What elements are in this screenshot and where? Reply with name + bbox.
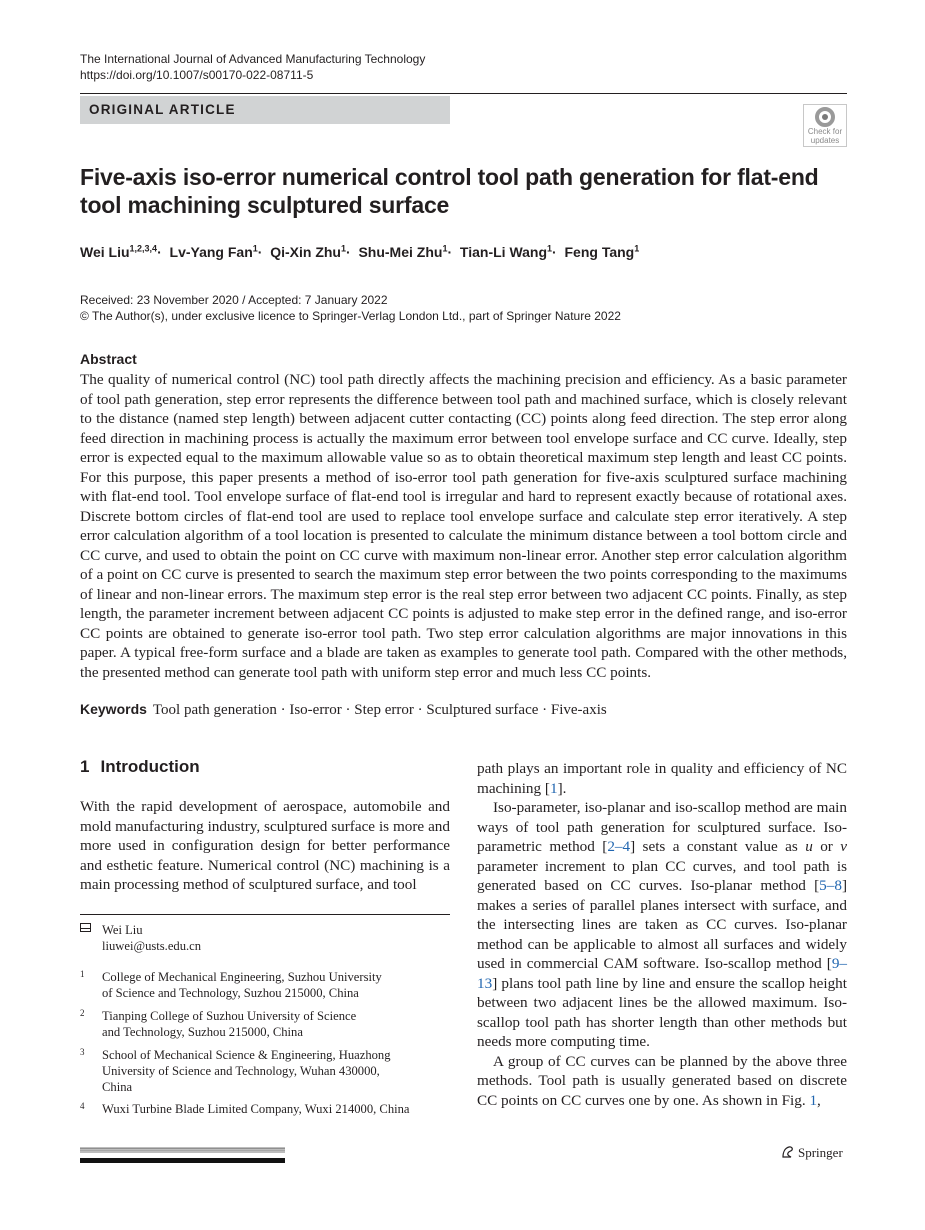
figure-link[interactable]: 1 (809, 1091, 818, 1109)
author-affiliation: 1 (547, 243, 553, 254)
journal-header (80, 51, 425, 83)
envelope-icon (80, 923, 91, 932)
author-separator: · (447, 244, 457, 260)
affiliation-line: and Technology, Suzhou 215000, China (102, 1025, 303, 1039)
author-affiliation: 1 (340, 243, 346, 254)
affiliation-item (102, 1047, 432, 1095)
header-rule (80, 93, 847, 94)
abstract-heading: Abstract (80, 351, 137, 367)
publisher-name: Springer (798, 1145, 843, 1160)
paper-title: Five-axis iso-error numerical control tool path generation for flat-end tool machining sculptured surface (80, 164, 819, 218)
author-separator: · (552, 244, 561, 260)
abstract-text: The quality of numerical control (NC) tool path directly affects the machining precision and efficiency. As a basic parameter of tool path generation, step error represents the difference between tool path and machined surface, which is closely relevant to the distance (named step length) between adjacent cutter contacting (CC) points along feed direction. The step error along feed direction in machining process is actually the maximum error between tool envelope surface and CC curve. Ideally, step error is expected equal to the maximum allowable value so as to obtain theoretical maximum step length and least CC points. For this purpose, this paper presents a method of iso-error tool path generation for five-axis sculptured surface machining with flat-end tool. Tool envelope surface of flat-end tool is irregular and hard to represent exactly because of rotational axes. Discrete bottom circles of flat-end tool are used to replace tool envelope surface and calculate step error iteratively. A step error calculation algorithm of a tool location is presented to calculate the minimum distance between a tool bottom circle and CC curve, and used to obtain the point on CC curve with maximum non-linear error. Another step error calculation algorithm of a point on CC curve is presented to search the maximum step error between the two points corresponding to the maximums of linear and non-linear errors. The maximum step error is the real step error between two adjacent CC points. Finally, as step length, the parameter increment between adjacent CC points is adjusted to make step error in the defined range, and iso-error CC points are obtained to generate iso-error tool path. Two step error calculation algorithms are major innovations in this paper. A typical free-form surface and a blade are taken as examples to generate tool path. Compared with the other methods, the presented method can generate tool path with uniform step error and much less CC points. (80, 371, 847, 681)
affiliation-line: College of Mechanical Engineering, Suzhou University (102, 970, 382, 984)
author-affiliation: 1 (252, 243, 258, 254)
section-heading (80, 757, 200, 777)
affiliation-item (102, 1008, 432, 1040)
article-type-banner (80, 96, 450, 124)
author-list (80, 244, 639, 260)
affiliation-item (102, 969, 432, 1001)
citation-link[interactable]: 5–8 (819, 877, 842, 894)
author-name[interactable]: Qi-Xin Zhu (270, 244, 341, 260)
citation-link[interactable]: 1 (549, 779, 558, 797)
author-separator: · (257, 244, 267, 260)
journal-name: The International Journal of Advanced Manufacturing Technology (80, 52, 426, 66)
affiliation-number: 4 (80, 1101, 85, 1111)
author-affiliation: 1,2,3,4 (129, 243, 158, 254)
affiliation-line: China (102, 1080, 133, 1094)
text-run: ] makes a series of parallel planes intersect with surface, and the intersecting lines are taken as CC curves. Iso-planar method can be applicable to almost all surfaces and widely used in commercial CAM software. Iso-scallop method [ (477, 877, 847, 972)
keywords-list: Tool path generation · Iso-error · Step error · Sculptured surface · Five-axis (152, 702, 607, 718)
affiliation-line: University of Science and Technology, Wuhan 430000, (102, 1064, 380, 1078)
corresponding-name: Wei Liu (102, 923, 143, 937)
affiliation-line: of Science and Technology, Suzhou 215000, China (102, 986, 359, 1000)
section-number: 1 (80, 757, 90, 776)
intro-column-right (477, 759, 847, 1110)
text-run: , (817, 1091, 821, 1109)
affiliation-number: 1 (80, 969, 85, 979)
author-name[interactable]: Wei Liu (80, 244, 130, 260)
corresponding-author (102, 922, 201, 954)
affiliation-item (102, 1101, 447, 1117)
section-title: Introduction (100, 757, 200, 776)
publication-dates (80, 292, 621, 324)
check-updates-icon (815, 107, 835, 127)
author-affiliation: 1 (634, 243, 640, 254)
affiliation-number: 3 (80, 1047, 85, 1057)
affiliation-number: 2 (80, 1008, 85, 1018)
author-name[interactable]: Feng Tang (564, 244, 635, 260)
publisher-logo (781, 1145, 843, 1161)
author-name[interactable]: Lv-Yang Fan (169, 244, 253, 260)
math-variable: v (840, 838, 848, 855)
citation-link[interactable]: 9–13 (477, 955, 847, 992)
affiliation-line: Tianping College of Suzhou University of Science (102, 1009, 357, 1023)
keywords-label: Keywords (80, 701, 147, 717)
corresponding-email[interactable]: liuwei@usts.edu.cn (102, 939, 202, 953)
text-run: or (812, 838, 841, 855)
footnote-rule (80, 914, 450, 915)
keywords (80, 701, 607, 719)
check-updates-label-1: Check for (807, 127, 843, 136)
author-separator: · (346, 244, 355, 260)
doi-link[interactable]: https://doi.org/10.1007/s00170-022-08711-5 (80, 68, 314, 82)
copyright-notice: © The Author(s), under exclusive licence to Springer-Verlag London Ltd., part of Springer Nature 2022 (80, 309, 621, 323)
author-name[interactable]: Tian-Li Wang (459, 244, 548, 260)
text-run: parameter increment to plan CC curves, and tool path is generated based on CC curves. Iso-planar method [ (477, 857, 847, 894)
check-for-updates-badge[interactable] (803, 104, 847, 147)
springer-horse-icon (781, 1145, 795, 1159)
intro-paragraph-left: With the rapid development of aerospace, automobile and mold manufacturing industry, sculptured surface is more and more used in configuration design for better performance and esthetic feature. Numerical control (NC) machining is a main processing method of sculptured surface, and tool (80, 798, 450, 893)
author-separator: · (157, 244, 166, 260)
paragraph (477, 798, 847, 1052)
text-run: A group of CC curves can be planned by the above three methods. Tool path is usually generated based on discrete CC points on CC curves one by one. As shown in Fig. (477, 1052, 847, 1109)
affiliation-line: School of Mechanical Science & Engineering, Huazhong (102, 1048, 391, 1062)
barcode-graphic (80, 1147, 285, 1163)
citation-link[interactable]: 2–4 (607, 838, 631, 855)
math-variable: u (805, 838, 813, 855)
check-updates-label-2: updates (810, 136, 840, 145)
author-name[interactable]: Shu-Mei Zhu (358, 244, 443, 260)
text-run: ] plans tool path line by line and ensure the scallop height between two adjacent lines be the allowed maximum. Iso-scallop tool path has shorter length than other methods but needs more computing time. (477, 974, 847, 1050)
text-run: ] sets a constant value as (630, 838, 806, 855)
affiliation-line: Wuxi Turbine Blade Limited Company, Wuxi 214000, China (102, 1102, 410, 1116)
paragraph (477, 759, 847, 798)
received-accepted: Received: 23 November 2020 / Accepted: 7 January 2022 (80, 293, 388, 307)
text-run: Iso-parameter, iso-planar and iso-scallop method are main ways of tool path generation for sculptured surface. Iso-parametric method [ (477, 799, 847, 855)
article-type-label: ORIGINAL ARTICLE (89, 102, 236, 117)
text-run: ]. (557, 779, 567, 797)
text-run: path plays an important role in quality and efficiency of NC machining [ (477, 760, 847, 797)
author-affiliation: 1 (442, 243, 448, 254)
paragraph (477, 1052, 847, 1111)
